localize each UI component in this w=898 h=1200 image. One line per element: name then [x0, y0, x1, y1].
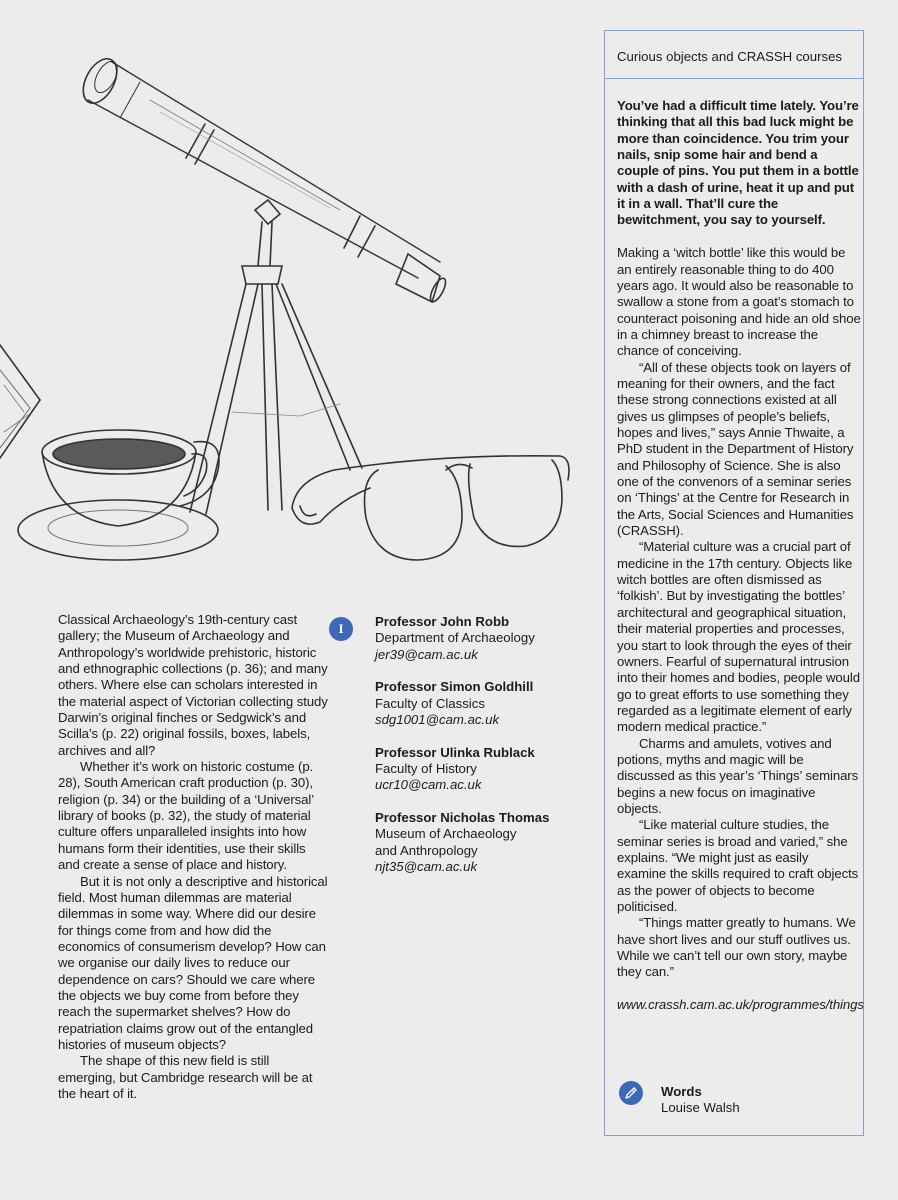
contact-email[interactable]: njt35@cam.ac.uk: [375, 859, 478, 875]
paragraph: Making a ‘witch bottle’ like this would be an entirely reasonable thing to do 400 years ago. It would also be reasonable to swallow a stone from a goat’s stomach to counteract poisoning and hide an old shoe in a chimney breast to increase the chance of conceiving.: [617, 245, 861, 359]
info-icon: I: [329, 617, 353, 641]
contact-card: [375, 679, 595, 728]
paragraph: Whether it’s work on historic costume (p. 28), South American craft production (p. 30), religion (p. 34) or the building of a ‘Universal’ library of books (p. 32), the study of material culture offers unparalleled insights into how humans form their identities, use their skills and create a sense of place and history.: [58, 759, 314, 873]
paragraph: But it is not only a descriptive and historical field. Most human dilemmas are material dilemmas in some way. Where did our desire for things come from and how did the economics of consumerism develop? How can we organise our daily lives to reduce our dependence on cars? Should we care where the objects we buy come from before they reach the supermarket shelves? How do repatriation claims grow out of the entangled histories of museum objects?: [58, 873, 328, 1052]
contact-dept: Faculty of History: [375, 761, 477, 777]
paragraph: Charms and amulets, votives and potions, myths and magic will be discussed as this year’s ‘Things’ seminars begins a new focus on imaginative objects.: [617, 735, 859, 816]
byline: [661, 1084, 740, 1117]
crassh-link[interactable]: www.crassh.cam.ac.uk/programmes/things: [617, 997, 864, 1013]
paragraph: “All of these objects took on layers of meaning for their owners, and the fact these strong connections existed at all gives us glimpses of people’s beliefs, hopes and lives,” says Annie Thwaite, a PhD student in the Department of History and Philosophy of Science. She is also one of the convenors of a seminar series on ‘Things’ at the Centre for Research in the Arts, Social Sciences and Humanities (CRASSH).: [617, 359, 854, 539]
contact-dept: Museum of Archaeology: [375, 826, 517, 842]
paragraph: The shape of this new field is still emerging, but Cambridge research will be at the heart of it.: [58, 1053, 313, 1101]
contacts-list: [375, 614, 595, 892]
teacup-icon: [18, 430, 219, 560]
book-icon: [0, 345, 40, 458]
sidebar-lead: You’ve had a difficult time lately. You’re thinking that all this bad luck might be more than coincidence. You trim your nails, snip some hair and bend a couple of pins. You put them in a bottle with a dash of urine, heat it up and put it in a wall. That’ll cure the bewitchment, you say to yourself.: [617, 98, 859, 228]
contact-dept: Faculty of Classics: [375, 695, 485, 711]
sidebar-body: [617, 98, 864, 1014]
contact-email[interactable]: sdg1001@cam.ac.uk: [375, 711, 500, 727]
contact-card: [375, 810, 595, 875]
byline-author: Louise Walsh: [661, 1100, 740, 1116]
sidebar-box: [604, 30, 864, 1136]
sidebar-title: Curious objects and CRASSH courses: [617, 49, 843, 64]
contact-name: Professor Ulinka Rublack: [375, 744, 535, 760]
contact-card: [375, 614, 595, 663]
contact-name: Professor Simon Goldhill: [375, 679, 534, 695]
paragraph: Classical Archaeology’s 19th-century cast gallery; the Museum of Archaeology and Anthropology’s worldwide prehistoric, historic and ethnographic collections (p. 36); and many others. Where else can scholars interested in the material aspect of Victorian collecting study Darwin’s original finches or Sedgwick’s and Scilla’s (p. 22) original fossils, boxes, labels, archives and all?: [58, 612, 328, 758]
contact-dept: Department of Archaeology: [375, 630, 535, 646]
main-text-column: [58, 612, 328, 1102]
byline-label: Words: [661, 1084, 702, 1099]
illustration: [0, 40, 600, 580]
contact-email[interactable]: ucr10@cam.ac.uk: [375, 777, 482, 793]
contact-name: Professor Nicholas Thomas: [375, 810, 550, 826]
contact-name: Professor John Robb: [375, 614, 510, 629]
pen-icon: [619, 1081, 643, 1105]
contact-email[interactable]: jer39@cam.ac.uk: [375, 646, 478, 662]
paragraph: “Things matter greatly to humans. We have short lives and our stuff outlives us. While we can’t tell our own story, maybe they can.”: [617, 915, 856, 980]
contact-card: [375, 745, 595, 794]
divider: [605, 78, 863, 79]
paragraph: “Material culture was a crucial part of medicine in the 17th century. Objects like witch bottles are often dismissed as ‘folkish’. But by investigating the bottles’ architectural and geographical situation, their material properties and processes, you start to look through the eyes of their owners. Fearful of supernatural intrusion into their homes and bodies, people would go to great efforts to use something they regarded as a legitimate element of early modern medical practice.”: [617, 539, 860, 735]
glasses-icon: [292, 456, 569, 560]
contact-dept: and Anthropology: [375, 842, 478, 858]
paragraph: “Like material culture studies, the seminar series is broad and varied,” she explains. “We might just as easily examine the skills required to craft objects as the power of objects to become politicised.: [617, 817, 859, 914]
